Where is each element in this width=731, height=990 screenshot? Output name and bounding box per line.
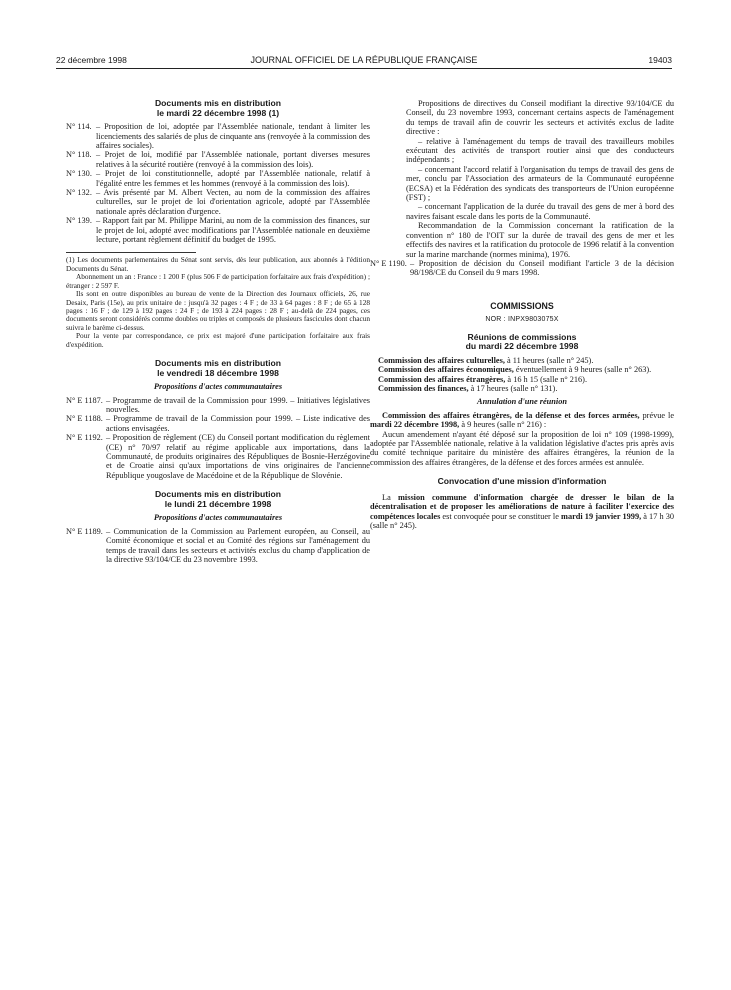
document-list bbox=[66, 122, 370, 244]
section-title: Documents mis en distribution le vendredi 18 décembre 1998 bbox=[154, 357, 282, 378]
footnote-rule bbox=[66, 252, 196, 253]
directive-block bbox=[370, 99, 674, 259]
document-item: N° 114. – Proposition de loi, adoptée par l'Assemblée nationale, tendant à limiter les licenciements des salariés de plus de cinquante ans (renvoyée à la commission des affaires sociales). bbox=[66, 122, 370, 150]
document-item: N° E 1190. – Proposition de décision du Conseil modifiant l'article 3 de la décision 98/198/CE du Conseil du 9 mars 1998. bbox=[370, 258, 674, 278]
document-item: N° E 1188. – Programme de travail de la Commission pour 1999. – Liste indicative des actions envisagées. bbox=[66, 414, 370, 433]
document-list bbox=[66, 396, 370, 481]
commission-meeting: Commission des affaires étrangères, à 16 h 15 (salle n° 216). bbox=[378, 374, 588, 384]
header-date: 22 décembre 1998 bbox=[56, 55, 127, 65]
document-list bbox=[66, 527, 370, 565]
paragraph: – concernant l'accord relatif à l'organisation du temps de travail des gens de mer, conclu par l'Association des armateurs de la Communauté européenne (ECSA) et la Fédération des syndicats des transporteurs de l'Union européenne (FST) ; bbox=[406, 164, 674, 203]
paragraph: Recommandation de la Commission concernant la ratification de la convention n° 180 de l'OIT sur la durée de travail des gens de mer et les effectifs des navires et la ratification du protocole de 1996 relatif à la convention sur la marine marchande (normes minima), 1976. bbox=[406, 221, 674, 259]
footnote: Abonnement un an : France : 1 200 F (plus 506 F de participation forfaitaire aux frais d'expédition) ; étranger : 2 597 F. bbox=[66, 272, 370, 290]
convocation-text: La mission commune d'information chargée de dresser le bilan de la décentralisation et de proposer les améliorations de nature à faciliter l'exercice des compétences locales est convoquée pour se constituer le mardi 19 janvier 1999, à 17 h 30 (salle n° 245). bbox=[370, 492, 675, 530]
journal-title: JOURNAL OFFICIEL DE LA RÉPUBLIQUE FRANÇAISE bbox=[250, 55, 478, 65]
document-item: N° 118. – Projet de loi, modifié par l'Assemblée nationale, portant diverses mesures relatives à la sécurité routière (renvoyé à la commission des lois). bbox=[66, 150, 370, 169]
footnote: (1) Les documents parlementaires du Sénat sont servis, dès leur publication, aux abonnés à l'édition Documents du Sénat. bbox=[66, 255, 370, 273]
paragraph: – relative à l'aménagement du temps de travail des travailleurs mobiles exécutant des activités de transport routier ainsi que des conducteurs indépendants ; bbox=[406, 136, 674, 165]
header-rule bbox=[56, 68, 672, 69]
commission-meeting: Commission des affaires économiques, éventuellement à 9 heures (salle n° 263). bbox=[378, 365, 652, 375]
document-item: N° E 1192. – Proposition de règlement (CE) du Conseil portant modification du règlement (CE) n° 70/97 relatif au régime applicable aux importations, dans la Communauté, de produits originaires des Républiques de Bosnie-Herzégovine et de Croatie ainsi qu'aux importations de vins originaires de l'ancienne République yougoslave de Macédoine et de la République de Slovénie. bbox=[66, 433, 370, 480]
annulation-notice: Commission des affaires étrangères, de la défense et des forces armées, prévue le mardi 22 décembre 1998, à 9 heures (salle n° 216) : bbox=[370, 410, 674, 430]
section-title: Documents mis en distribution le mardi 22 décembre 1998 (1) bbox=[154, 98, 282, 118]
nor-reference: NOR : INPX9803075X bbox=[485, 316, 559, 324]
subsection-title: Annulation d'une réunion bbox=[477, 397, 567, 407]
footnote: Pour la vente par correspondance, ce prix est majoré d'une participation forfaitaire aux frais d'expédition. bbox=[66, 331, 370, 349]
document-item: N° 130. – Projet de loi constitutionnelle, adopté par l'Assemblée nationale, relatif à l'égalité entre les femmes et les hommes (renvoyé à la commission des lois). bbox=[66, 169, 370, 188]
section-title: Réunions de commissions du mardi 22 décembre 1998 bbox=[465, 331, 579, 352]
document-item: N° E 1189. – Communication de la Commission au Parlement européen, au Conseil, au Comité économique et social et au Comité des régions sur l'aménagement du temps de travail dans les secteurs et activités exclus du champ d'application de la directive 93/104/CE du 23 novembre 1993. bbox=[66, 526, 370, 564]
document-item: N° 132. – Avis présenté par M. Albert Vecten, au nom de la commission des affaires culturelles, sur le projet de loi d'orientation agricole, adopté par l'Assemblée nationale après déclaration d'urgence. bbox=[66, 188, 370, 216]
section-title: Documents mis en distribution le lundi 21 décembre 1998 bbox=[154, 489, 282, 509]
document-item: N° 139. – Rapport fait par M. Philippe Marini, au nom de la commission des finances, sur le projet de loi, adopté avec modifications par l'Assemblée nationale en deuxième lecture, portant règlement définitif du budget de 1995. bbox=[66, 216, 370, 245]
left-column bbox=[66, 99, 370, 564]
document-item: N° E 1187. – Programme de travail de la Commission pour 1999. – Initiatives législatives nouvelles. bbox=[66, 395, 370, 414]
page-header bbox=[56, 55, 672, 69]
commission-meetings bbox=[370, 356, 674, 394]
commission-meeting: Commission des affaires culturelles, à 11 heures (salle n° 245). bbox=[378, 355, 594, 365]
subsection-title: Propositions d'actes communautaires bbox=[153, 382, 283, 392]
paragraph: – concernant l'application de la durée du travail des gens de mer à bord des navires faisant escale dans les ports de la Communauté. bbox=[406, 202, 674, 221]
footnote: Ils sont en outre disponibles au bureau de vente de la Direction des Journaux officiels, 26, rue Desaix, Paris (15e), au prix unitaire de : jusqu'à 32 pages : 4 F ; de 33 à 64 pages : 8 F ; de 65 à 128 pages : 16 F ; de 129 à 192 pages : 24 F ; de 193 à 224 pages : 28 F ; au-delà de 224 pages, ces documents seront considérés comme doubles ou triples et composés de plusieurs fascicules dont chacun suivra le barème ci-dessus. bbox=[66, 289, 370, 332]
right-column bbox=[370, 99, 674, 530]
paragraph: Propositions de directives du Conseil modifiant la directive 93/104/CE du Conseil, du 23 novembre 1993, concernant certains aspects de l'aménagement du temps de travail afin de couvrir les secteurs et activités exclus de ladite directive : bbox=[406, 99, 674, 137]
footnotes bbox=[66, 256, 370, 348]
section-title: Convocation d'une mission d'information bbox=[437, 476, 607, 487]
subsection-title: Propositions d'actes communautaires bbox=[153, 513, 283, 523]
page-number: 19403 bbox=[648, 55, 672, 65]
annulation-text: Aucun amendement n'ayant été déposé sur la proposition de loi n° 109 (1998-1999), adoptée par l'Assemblée nationale, relative à la validation législative d'actes pris après avis du comité technique paritaire du ministère des affaires étrangères, la réunion de la commission des affaires étrangères, de la défense et des forces armées est annulée. bbox=[370, 429, 674, 467]
commissions-heading: COMMISSIONS bbox=[490, 300, 554, 311]
commission-meeting: Commission des finances, à 17 heures (salle n° 131). bbox=[378, 383, 558, 393]
